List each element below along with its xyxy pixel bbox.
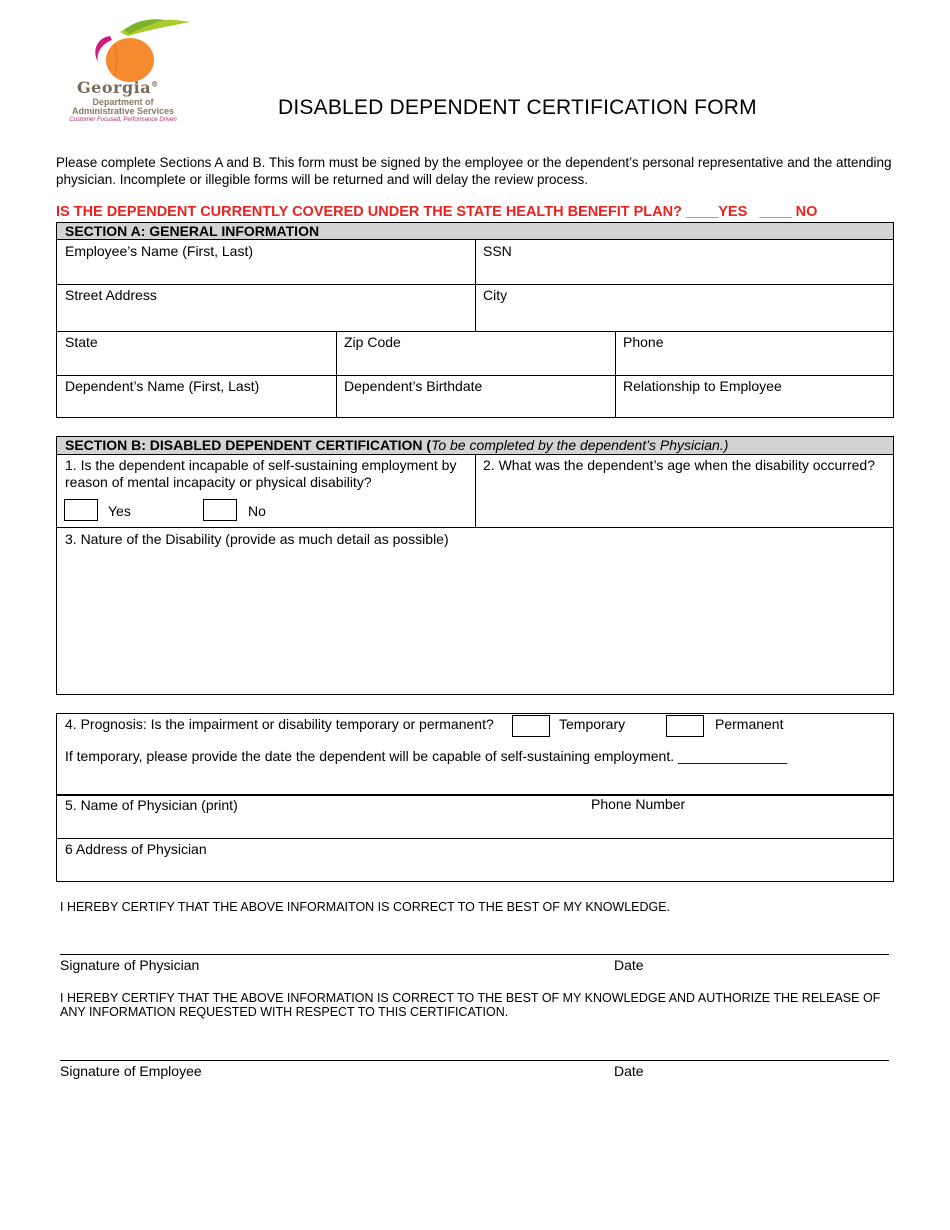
employee-name-field[interactable]: Employee’s Name (First, Last)	[65, 243, 254, 259]
section-a-header: SECTION A: GENERAL INFORMATION	[57, 223, 893, 240]
q4-prognosis-question: 4. Prognosis: Is the impairment or disability temporary or permanent?	[65, 716, 494, 732]
city-field[interactable]: City	[483, 287, 508, 303]
dependent-name-field[interactable]: Dependent’s Name (First, Last)	[65, 378, 260, 394]
employee-signature-label: Signature of Employee	[60, 1063, 202, 1079]
phone-field[interactable]: Phone	[623, 334, 664, 350]
zip-code-field[interactable]: Zip Code	[344, 334, 401, 350]
peach-icon	[52, 14, 194, 84]
physician-certification-text: I HEREBY CERTIFY THAT THE ABOVE INFORMAITON IS CORRECT TO THE BEST OF MY KNOWLEDGE.	[60, 900, 671, 914]
employee-signature-line[interactable]	[60, 1060, 889, 1061]
q1-no-label: No	[248, 503, 266, 519]
dependent-birthdate-field[interactable]: Dependent’s Birthdate	[344, 378, 483, 394]
street-address-field[interactable]: Street Address	[65, 287, 157, 303]
coverage-yes-blank[interactable]: ____YES	[686, 204, 748, 220]
employee-date-label: Date	[614, 1063, 644, 1079]
section-a-table	[56, 222, 894, 418]
logo-tagline: Customer Focused, Performance Driven	[69, 117, 177, 123]
physician-date-label: Date	[614, 957, 644, 973]
employee-certification-text: I HEREBY CERTIFY THAT THE ABOVE INFORMATION IS CORRECT TO THE BEST OF MY KNOWLEDGE AND AUTHORIZE THE RELEASE OF ANY INFORMATION REQUESTED WITH RESPECT TO THIS CERTIFICATION.	[60, 991, 881, 1019]
q1-incapable-question: 1. Is the dependent incapable of self-sustaining employment by reason of mental incapacity or physical disability?	[65, 457, 457, 490]
physician-signature-label: Signature of Physician	[60, 957, 200, 973]
section-b-table	[56, 436, 894, 695]
q1-no-checkbox[interactable]	[203, 499, 237, 521]
q1-yes-checkbox[interactable]	[64, 499, 98, 521]
temporary-date-field[interactable]: If temporary, please provide the date the dependent will be capable of self-sustaining employment. ______________	[65, 748, 787, 764]
georgia-doas-logo	[52, 14, 194, 123]
relationship-field[interactable]: Relationship to Employee	[623, 378, 782, 394]
physician-signature-line[interactable]	[60, 954, 889, 955]
temporary-label: Temporary	[559, 716, 626, 732]
permanent-label: Permanent	[715, 716, 784, 732]
physician-address-field[interactable]: 6 Address of Physician	[65, 841, 207, 857]
prognosis-table	[56, 713, 894, 882]
logo-department: Department of Administrative Services	[71, 97, 175, 116]
form-title: DISABLED DEPENDENT CERTIFICATION FORM	[278, 96, 757, 119]
coverage-no-blank[interactable]: ____ NO	[759, 204, 818, 220]
temporary-checkbox[interactable]	[512, 715, 550, 737]
state-field[interactable]: State	[65, 334, 98, 350]
intro-instructions: Please complete Sections A and B. This form must be signed by the employee or the dependent’s personal representative and the attending physician. Incomplete or illegible forms will be returned and will delay the review process.	[56, 155, 892, 187]
logo-wordmark: Georgia®	[77, 78, 159, 97]
q3-nature-field[interactable]: 3. Nature of the Disability (provide as much detail as possible)	[65, 531, 449, 547]
ssn-field[interactable]: SSN	[483, 243, 512, 259]
section-b-header: SECTION B: DISABLED DEPENDENT CERTIFICATION (To be completed by the dependent’s Physician.)	[57, 437, 893, 455]
physician-name-field[interactable]: 5. Name of Physician (print)	[65, 797, 238, 813]
permanent-checkbox[interactable]	[666, 715, 704, 737]
coverage-question: IS THE DEPENDENT CURRENTLY COVERED UNDER THE STATE HEALTH BENEFIT PLAN? ____YES ____ NO	[56, 204, 818, 220]
q2-age-field[interactable]: 2. What was the dependent’s age when the disability occurred?	[483, 457, 875, 473]
q1-yes-label: Yes	[108, 503, 131, 519]
physician-phone-label[interactable]: Phone Number	[591, 796, 686, 812]
